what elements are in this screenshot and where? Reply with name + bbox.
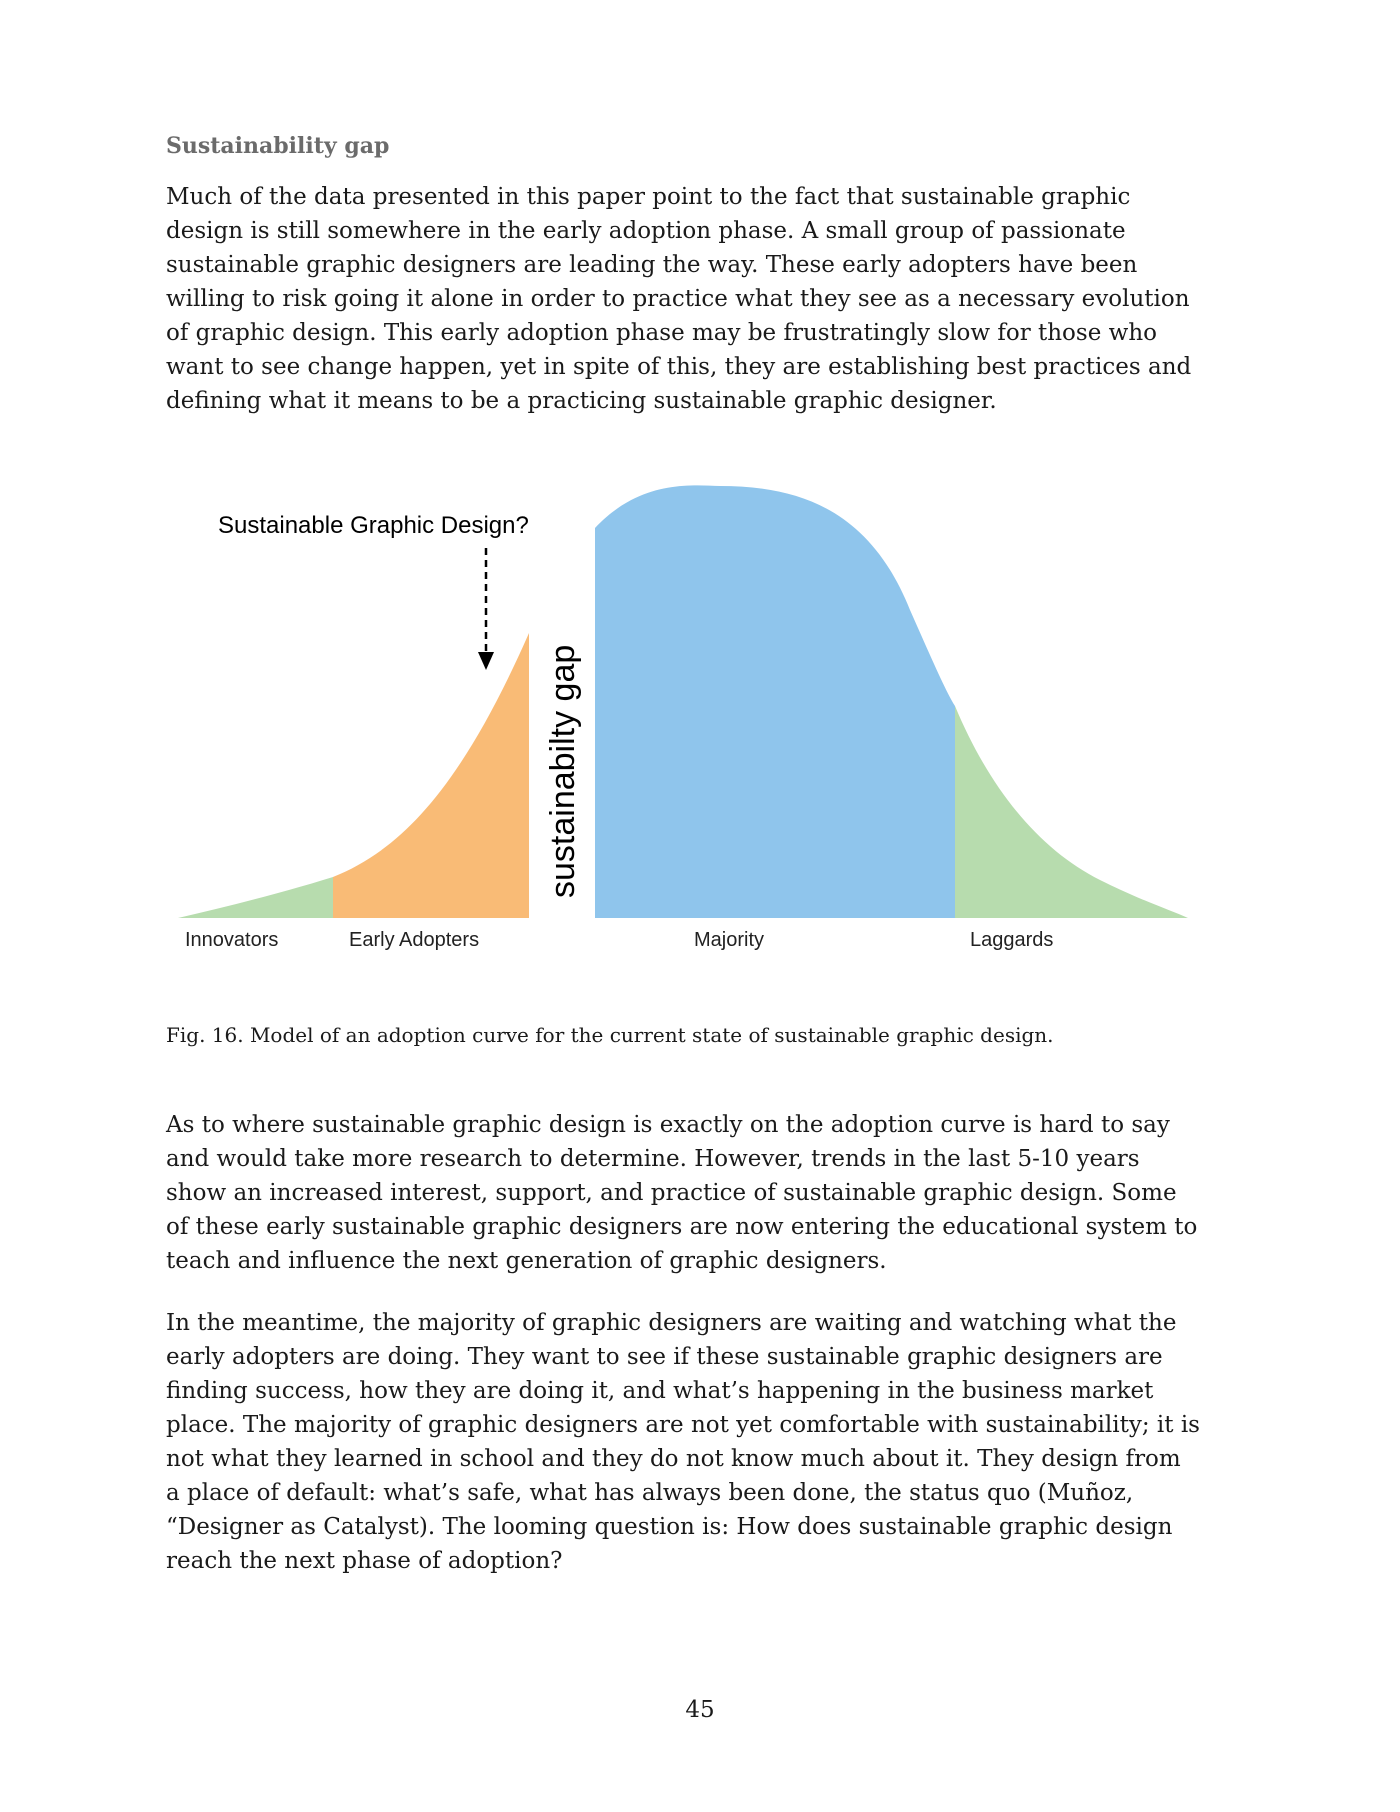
text-line: not what they learned in school and they do not know much about it. They design from: [166, 1446, 1181, 1472]
text-line: In the meantime, the majority of graphic designers are waiting and watching what the: [166, 1310, 1177, 1336]
section-heading: Sustainability gap: [166, 133, 390, 159]
gap-label: sustainabilty gap: [544, 644, 582, 898]
text-line: reach the next phase of adoption?: [166, 1548, 563, 1574]
segment-label-innovators: Innovators: [185, 929, 279, 951]
segment-label-early-adopters: Early Adopters: [349, 929, 480, 951]
innovators-area: [178, 877, 333, 918]
text-line: “Designer as Catalyst). The looming question is: How does sustainable graphic design: [166, 1514, 1173, 1540]
text-line: a place of default: what’s safe, what has always been done, the status quo (Muñoz,: [166, 1480, 1134, 1506]
text-line: place. The majority of graphic designers are not yet comfortable with sustainability; it is: [166, 1412, 1200, 1438]
segment-label-laggards: Laggards: [970, 929, 1054, 951]
annotation-arrow-head: [478, 652, 494, 670]
figure-caption: Fig. 16. Model of an adoption curve for the current state of sustainable graphic design.: [166, 1023, 1054, 1047]
majority-area: [595, 485, 955, 918]
text-line: of graphic design. This early adoption phase may be frustratingly slow for those who: [166, 320, 1157, 346]
early-adopters-area: [333, 633, 529, 918]
paragraph-curve-position: [166, 1108, 1256, 1278]
annotation-label: Sustainable Graphic Design?: [218, 512, 529, 539]
text-line: design is still somewhere in the early adoption phase. A small group of passionate: [166, 218, 1126, 244]
text-line: and would take more research to determine. However, trends in the last 5-10 years: [166, 1146, 1140, 1172]
paragraph-meantime: [166, 1306, 1256, 1578]
text-line: show an increased interest, support, and practice of sustainable graphic design. Some: [166, 1180, 1177, 1206]
text-line: finding success, how they are doing it, and what’s happening in the business market: [166, 1378, 1154, 1404]
segment-label-majority: Majority: [694, 929, 765, 951]
text-line: early adopters are doing. They want to see if these sustainable graphic designers are: [166, 1344, 1163, 1370]
laggards-area: [955, 706, 1188, 918]
text-line: want to see change happen, yet in spite of this, they are establishing best practices and: [166, 354, 1192, 380]
page-number: 45: [685, 1697, 715, 1723]
text-line: defining what it means to be a practicing sustainable graphic designer.: [166, 388, 997, 414]
text-line: willing to risk going it alone in order to practice what they see as a necessary evolution: [166, 286, 1190, 312]
text-line: of these early sustainable graphic designers are now entering the educational system to: [166, 1214, 1198, 1240]
text-line: sustainable graphic designers are leading the way. These early adopters have been: [166, 252, 1138, 278]
text-line: teach and influence the next generation of graphic designers.: [166, 1248, 887, 1274]
paragraph-intro: [166, 180, 1256, 418]
text-line: Much of the data presented in this paper point to the fact that sustainable graphic: [166, 184, 1131, 210]
text-line: As to where sustainable graphic design is exactly on the adoption curve is hard to say: [166, 1112, 1170, 1138]
